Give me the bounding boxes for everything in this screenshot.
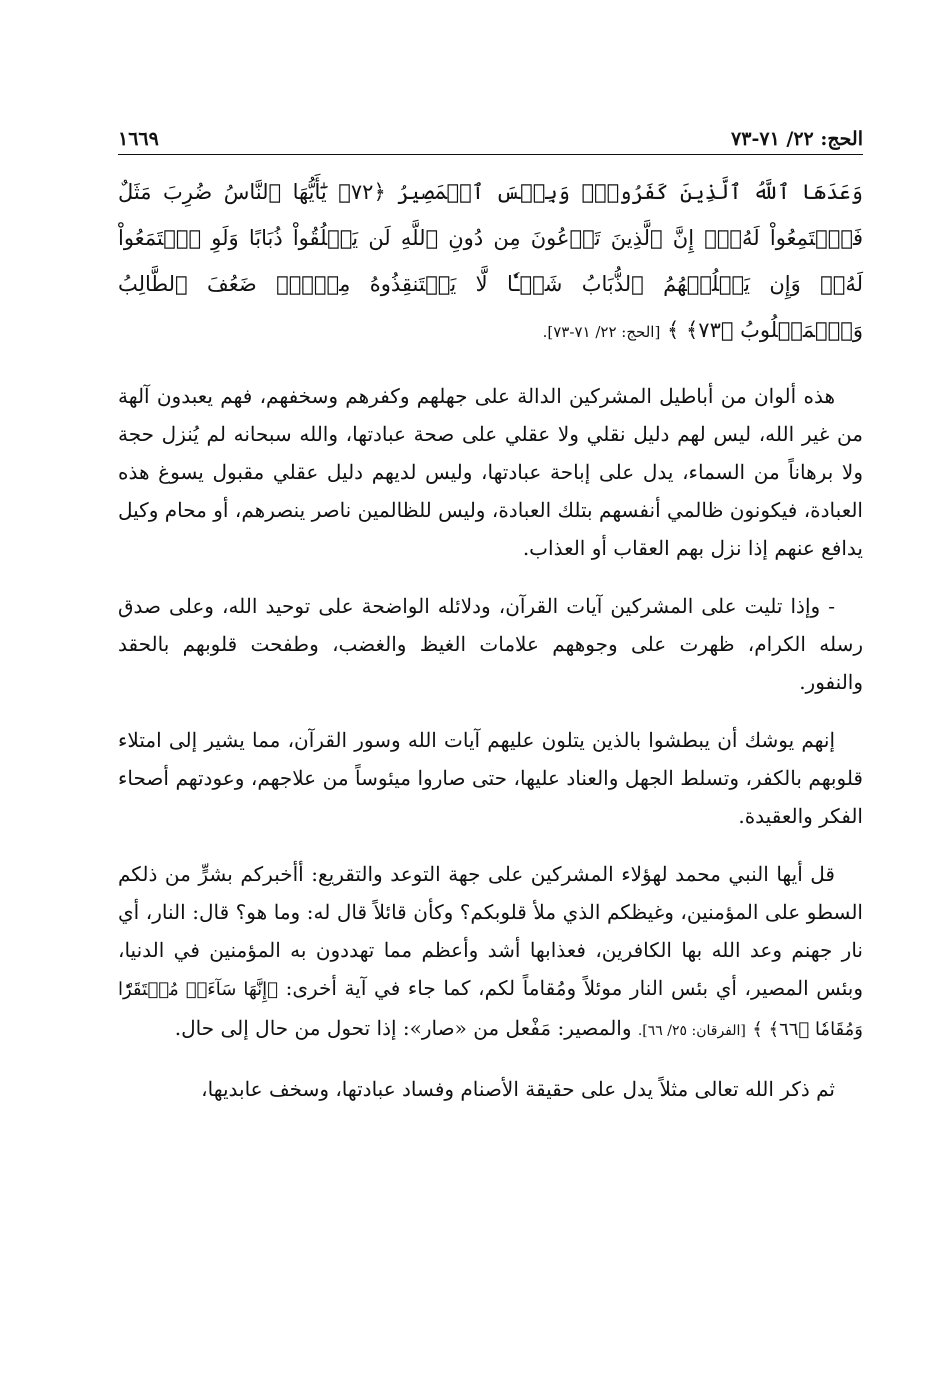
- paragraph-2: - وإذا تليت على المشركين آيات القرآن، ودلائله الواضحة على توحيد الله، وعلى صدق رسله الكرام، ظهرت على وجوههم علامات الغيظ والغضب، وطفحت قلوبهم بالحقد والنفور.: [118, 594, 863, 694]
- page-number: ١٦٦٩: [118, 128, 159, 150]
- quran-verses: [118, 169, 863, 355]
- paragraph-4-ending: والمصير: مَفْعل من «صار»: إذا تحول من حال إلى حال.: [174, 1016, 632, 1040]
- paragraph-5: ثم ذكر الله تعالى مثلاً يدل على حقيقة الأصنام وفساد عبادتها، وسخف عابديها،: [201, 1077, 835, 1101]
- book-page: [118, 108, 863, 1128]
- quran-text: وَعَدَهَا ٱللَّهُ ٱلَّذِينَ كَفَرُواْۖ وَبِئۡسَ ٱلۡمَصِيرُ ﴿٧٢﴾ يَٰٓأَيُّهَا ٱلنَّاسُ ضُرِبَ مَثَلٌ فَٱسۡتَمِعُواْ لَهُۥٓۚ إِنَّ ٱلَّذِينَ تَدۡعُونَ مِن دُونِ ٱللَّهِ لَن يَخۡلُقُواْ ذُبَابًا وَلَوِ ٱجۡتَمَعُواْ لَهُۥۖ وَإِن يَسۡلُبۡهُمُ ٱلذُّبَابُ شَيۡـٔٗا لَّا يَسۡتَنقِذُوهُ مِنۡهُۚ ضَعُفَ ٱلطَّالِبُ وَٱلۡمَطۡلُوبُ ﴿٧٣﴾ ﴾: [118, 180, 863, 342]
- inline-verse: ﴿إِنَّهَا سَآءَتۡ مُسۡتَقَرّٗا وَمُقَامٗا ﴿٦٦﴾ ﴾: [118, 979, 863, 1040]
- paragraph-4-text: قل أيها النبي محمد لهؤلاء المشركين على جهة التوعد والتقريع: أأخبركم بشرٍّ من ذلكم السطو على المؤمنين، وغيظكم الذي ملأ قلوبكم؟ وكأن قائلاً قال له: وما هو؟ قال: النار، أي نار جهنم وعد الله بها الكافرين، فعذابها أشد وأعظم مما تهددون به المؤمنين في الدنيا، وبئس المصير، أي بئس النار موئلاً ومُقاماً لكم، كما جاء في آية أخرى:: [118, 862, 864, 1000]
- surah-reference: الحج: ٢٢/ ٧١-٧٣: [731, 128, 863, 150]
- paragraph-1: هذه ألوان من أباطيل المشركين الدالة على جهلهم وكفرهم وسخفهم، فهم يعبدون آلهة من غير الله، ليس لهم دليل نقلي ولا عقلي على صحة عبادتها، والله سبحانه لم يُنزل حجة ولا برهاناً من السماء، يدل على إباحة عبادتها، وليس لديهم دليل عقلي مقبول يسوغ هذه العبادة، فيكونون ظالمي أنفسهم بتلك العبادة، وليس للظالمين ناصر ينصرهم، أو محام وكيل يدافع عنهم إذا نزل بهم العقاب أو العذاب.: [118, 384, 863, 560]
- inline-verse-reference: [الفرقان: ٢٥/ ٦٦].: [637, 1023, 746, 1039]
- paragraph-3: إنهم يوشك أن يبطشوا بالذين يتلون عليهم آيات الله وسور القرآن، مما يشير إلى امتلاء قلوبهم بالكفر، وتسلط الجهل والعناد عليها، حتى صاروا ميئوساً من علاجهم، وعودتهم أصحاء الفكر والعقيدة.: [118, 728, 863, 828]
- quran-reference: [الحج: ٢٢/ ٧١-٧٣].: [542, 323, 661, 341]
- paragraph-4: [118, 855, 863, 1050]
- running-head: [118, 108, 863, 155]
